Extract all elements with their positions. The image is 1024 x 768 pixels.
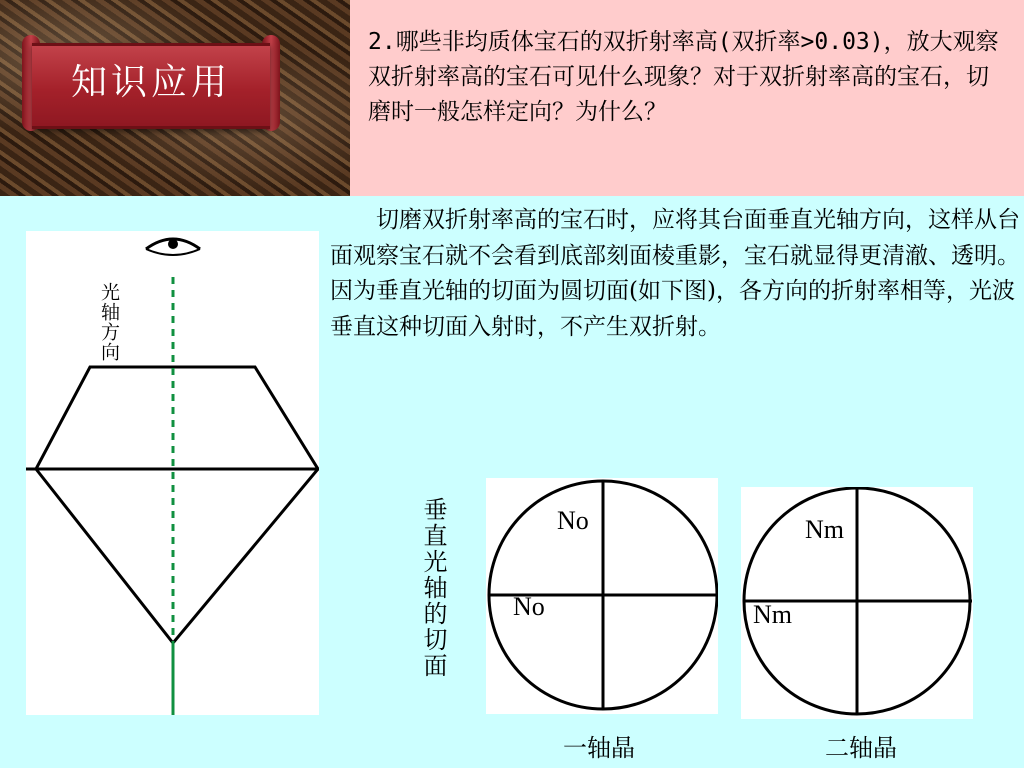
uniaxial-left-label: No: [513, 592, 545, 621]
uniaxial-caption: 一轴晶: [563, 734, 635, 762]
title-banner: [22, 33, 280, 133]
optic-axis-label: 光轴方向: [98, 282, 120, 362]
biaxial-caption: 二轴晶: [825, 734, 897, 762]
answer-text: 切磨双折射率高的宝石时，应将其台面垂直光轴方向，这样从台面观察宝石就不会看到底部刻面棱重影，宝石就显得更清澈、透明。因为垂直光轴的切面为圆切面(如下图)，各方向的折射率相等，光波垂直这种切面入射时，不产生双折射。: [330, 207, 1020, 340]
gem-outline: [36, 367, 318, 643]
biaxial-left-label: Nm: [753, 600, 792, 629]
slide-title: 知识应用: [70, 62, 231, 103]
gem-diagram: [26, 231, 319, 715]
uniaxial-top-label: No: [557, 506, 589, 535]
question-box: [350, 0, 1024, 196]
eye-icon: [146, 239, 200, 255]
biaxial-top-label: Nm: [805, 515, 844, 544]
cut-label: 垂直光轴的切面: [419, 497, 447, 679]
question-text: 2.哪些非均质体宝石的双折射率高(双折率>0.03)，放大观察双折射率高的宝石可见什么现象？对于双折射率高的宝石，切磨时一般怎样定向？为什么？: [368, 29, 999, 125]
